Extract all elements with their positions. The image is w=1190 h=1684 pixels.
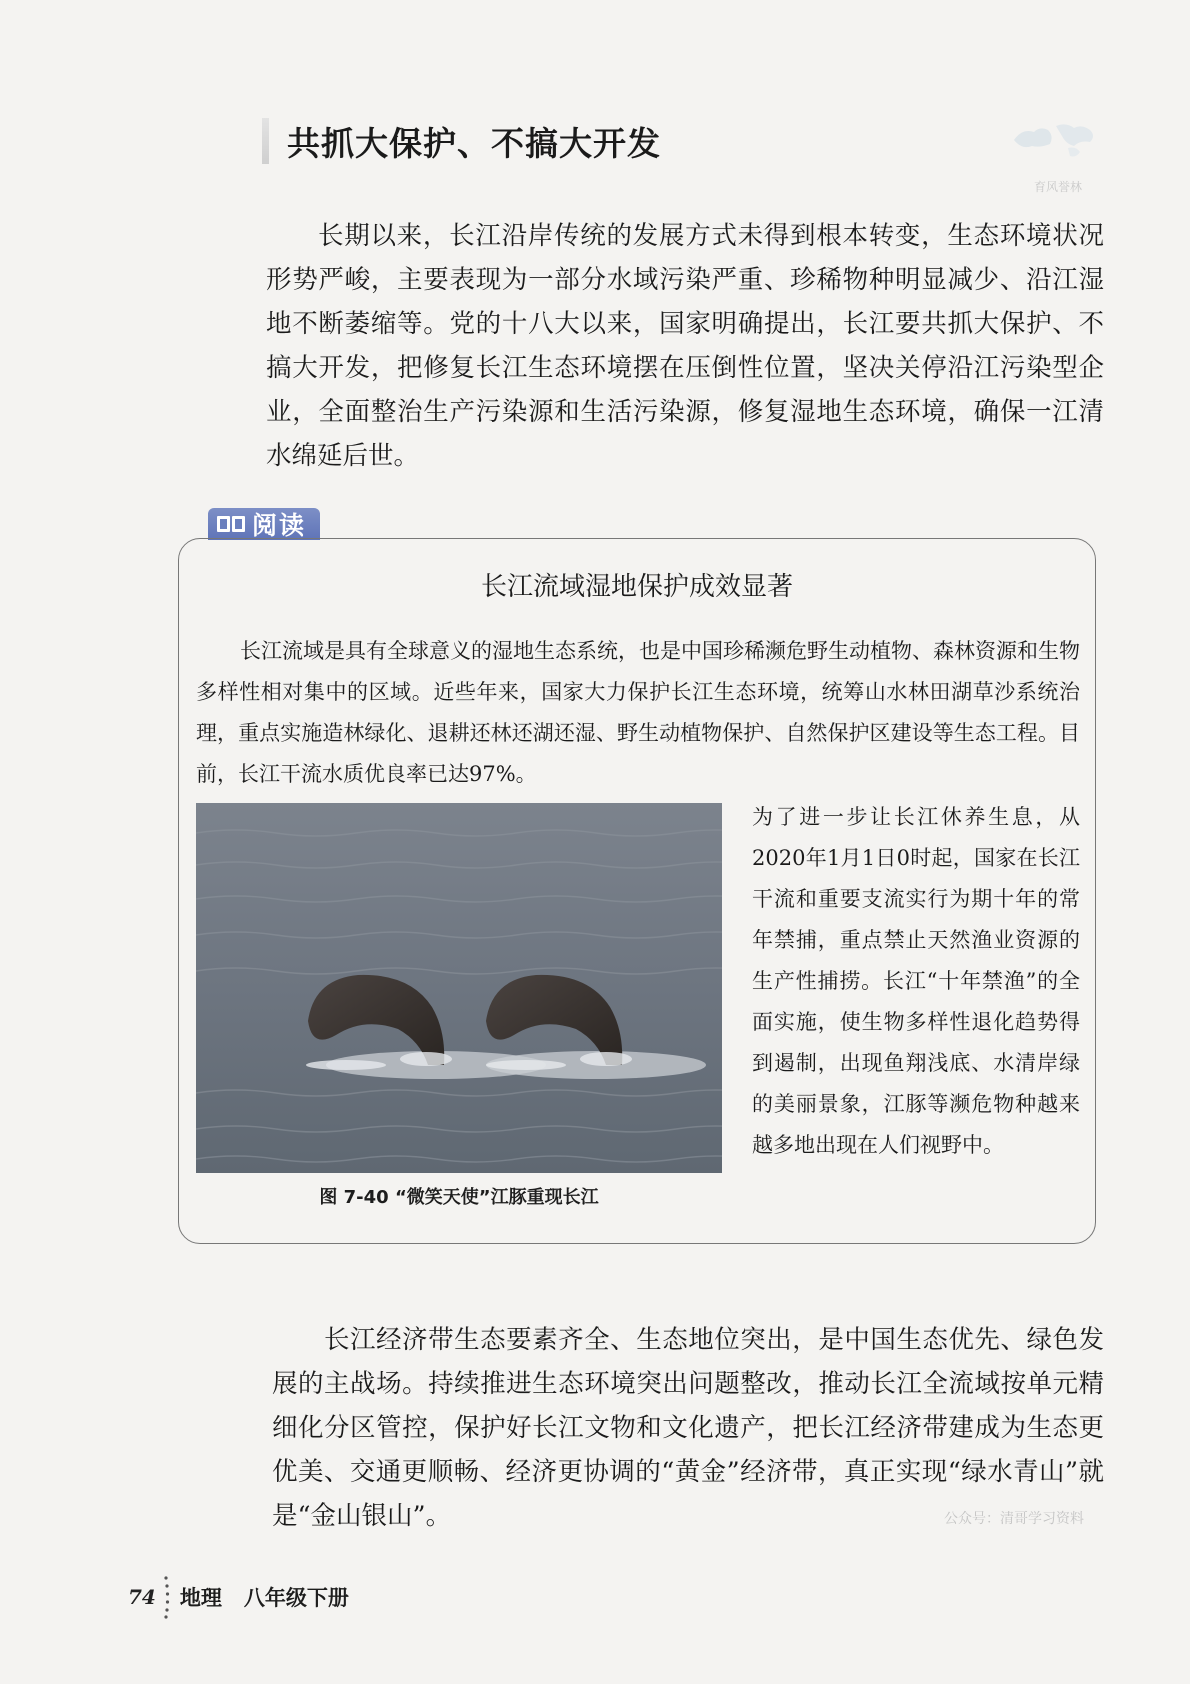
section-heading (262, 116, 661, 166)
closing-paragraph: 长江经济带生态要素齐全、生态地位突出，是中国生态优先、绿色发展的主战场。持续推进生态环境突出问题整改，推动长江全流域按单元精细化分区管控，保护好长江文物和文化遗产，把长江经济带建成为生态更优美、交通更顺畅、经济更协调的“黄金”经济带，真正实现“绿水青山”就是“金山银山”。 (272, 1324, 1104, 1531)
reading-tag-label: 阅读 (252, 511, 307, 540)
world-map-icon (1010, 118, 1100, 164)
reading-title: 长江流域湿地保护成效显著 (480, 572, 793, 602)
reading-text-top: 长江流域是具有全球意义的湿地生态系统，也是中国珍稀濒危野生动植物、森林资源和生物多样性相对集中的区域。近些年来，国家大力保护长江生态环境，统筹山水林田湖草沙系统治理，重点实施造林绿化、退耕还林还湖还湿、野生动植物保护、自然保护区建设等生态工程。目前，长江干流水质优良率已达97%。 (196, 639, 1080, 786)
section-title: 共抓大保护、不搞大开发 (287, 123, 661, 163)
reading-text-side: 为了进一步让长江休养生息，从2020年1月1日0时起，国家在长江干流和重要支流实行为期十年的常年禁捕，重点禁止天然渔业资源的生产性捕捞。长江“十年禁渔”的全面实施，使生物多样性退化趋势得到遏制，出现鱼翔浅底、水清岸绿的美丽景象，江豚等濒危物种越来越多地出现在人们视野中。 (752, 805, 1080, 1157)
bottom-watermark: 公众号：清哥学习资料 (944, 1511, 1084, 1527)
top-watermark: 育风誉林 (1034, 180, 1083, 194)
figure-caption: 图 7-40 “微笑天使”江豚重现长江 (319, 1187, 599, 1208)
footer-dots (162, 1574, 170, 1620)
page-footer (128, 1574, 349, 1620)
book-label: 八年级下册 (243, 1586, 349, 1610)
book-icon (216, 514, 246, 534)
porpoise-photo (196, 803, 722, 1173)
heading-bar (262, 118, 269, 164)
intro-paragraph: 长期以来，长江沿岸传统的发展方式未得到根本转变，生态环境状况形势严峻，主要表现为一部分水域污染严重、珍稀物种明显减少、沿江湿地不断萎缩等。党的十八大以来，国家明确提出，长江要共抓大保护、不搞大开发，把修复长江生态环境摆在压倒性位置，坚决关停沿江污染型企业，全面整治生产污染源和生活污染源，修复湿地生态环境，确保一江清水绵延后世。 (266, 220, 1104, 471)
page-number: 74 (128, 1585, 156, 1609)
subject-label: 地理 (179, 1586, 222, 1610)
reading-tag (208, 508, 320, 540)
